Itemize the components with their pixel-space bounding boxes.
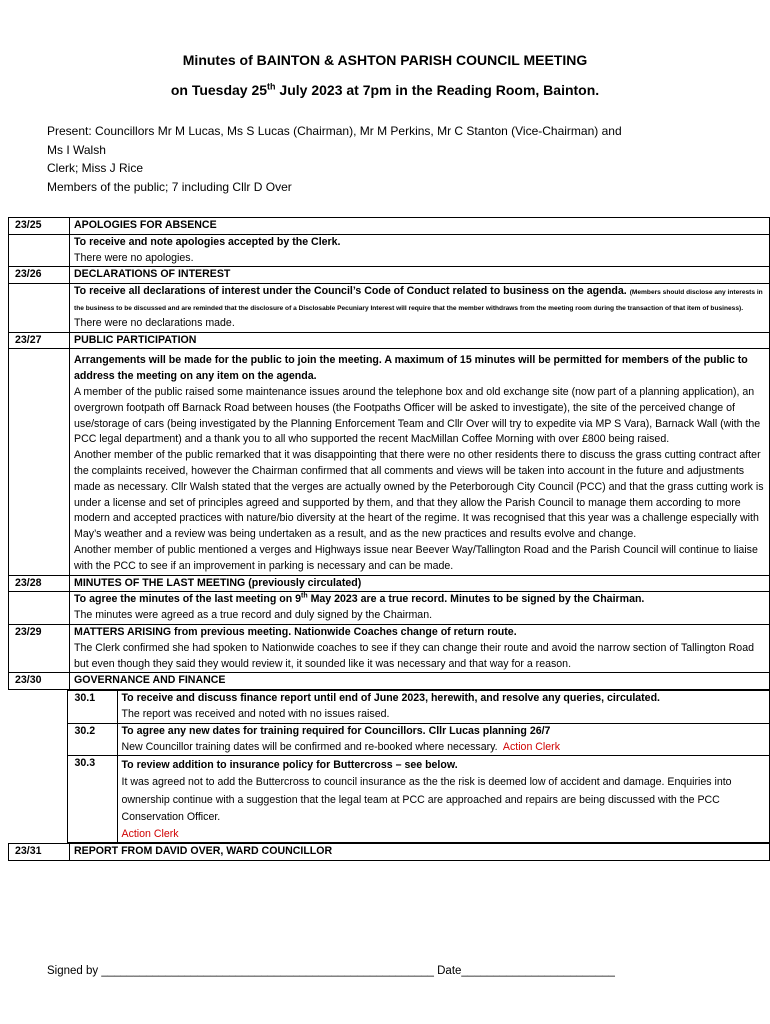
- item-heading: PUBLIC PARTICIPATION: [70, 332, 770, 349]
- subitem-number: 30.2: [67, 723, 117, 756]
- document-title: Minutes of BAINTON & ASHTON PARISH COUNCIL MEETING: [182, 52, 588, 68]
- item-body: [70, 284, 770, 332]
- subitem-body: [117, 756, 769, 843]
- item-paragraph: Another member of public mentioned a verges and Highways issue near Beever Way/Tallington Road and the Parish Council will continue to liaise with the PCC to see if an improvement in parking is necessary and can be made.: [74, 543, 758, 572]
- subitem-spacer: [9, 691, 68, 724]
- subitem-30-1: [9, 691, 770, 724]
- item-paragraph: A member of the public raised some maintenance issues around the telephone box and old exchange site (now part of a planning application), an overgrown footpath off Barnack Road between houses (the Footpaths Officer will be asked to investigate), the site of the perceived change of use/storage of cars (being investigated by the Planning Enforcement Team and Cllr Over will try to expedite via MP S Vara), Barnack Wall (with the PCC legal department) and a thank you to all who supported the recent MacMillan Coffee Morning with over £800 being raised.: [74, 385, 761, 446]
- item-resolution: To receive all declarations of interest under the Council’s Code of Conduct related to business on the agenda.: [74, 285, 627, 298]
- clerk-line: Clerk; Miss J Rice: [47, 161, 144, 175]
- agenda-item-23-30-subitems: [9, 690, 770, 844]
- item-heading: DECLARATIONS OF INTEREST: [70, 267, 770, 284]
- item-number: 23/25: [9, 218, 70, 235]
- item-number-blank: [9, 234, 70, 267]
- item-resolution: To receive and note apologies accepted by the Clerk.: [74, 235, 341, 248]
- meeting-date-line: on Tuesday 25th July 2023 at 7pm in the Reading Room, Bainton.: [170, 81, 600, 98]
- item-body: [70, 592, 770, 625]
- item-outcome: The minutes were agreed as a true record and duly signed by the Chairman.: [74, 609, 433, 622]
- subitem-number: 30.3: [67, 756, 117, 843]
- item-number: 23/30: [9, 673, 70, 690]
- item-number: 23/27: [9, 332, 70, 349]
- signature-line: Signed by ____________________________________________________ Date________________________: [47, 965, 615, 977]
- item-number-blank: [9, 284, 70, 332]
- item-outcome: The Clerk confirmed she had spoken to Nationwide coaches to see if they can change their route and avoid the narrow section of Tallington Road but even though they said they would review it, it sounded like it was necessary and that way for a reason.: [74, 641, 754, 670]
- item-body: [70, 349, 770, 575]
- action-label: Action Clerk: [121, 827, 179, 840]
- item-resolution: To agree the minutes of the last meeting on 9th May 2023 are a true record. Minutes to be signed by the Chairman.: [74, 592, 645, 606]
- subitem-outcome: New Councillor training dates will be confirmed and re-booked where necessary. Action Clerk: [121, 740, 560, 753]
- subitems-table: [9, 690, 770, 843]
- agenda-item-23-27-body: [9, 349, 770, 575]
- subitem-outcome: It was agreed not to add the Buttercross to council insurance as the the risk is deemed low of accident and damage. Enquiries into ownership continue with a suggestion that the legal team at PCC are approached and repairs are being discussed with the PCC Conservation Officer.: [121, 776, 732, 824]
- item-number: 23/29: [9, 624, 70, 672]
- item-note: (Members should disclose any interests in the business to be discussed and are reminded that the disclosure of a Disclosable Pecuniary Interest will require that the member withdraws from the meeting room during the transaction of that item of business).: [74, 289, 763, 312]
- item-paragraph: Another member of the public remarked that it was disappointing that there were no other residents there to discuss the grass cutting contract after the complaints received, however the Chairman confirmed that all comments and views will be taken into account in the future and adjustments made as necessary. Cllr Walsh stated that the verges are actually owned by the Peterborough City Council (PCC) and that the grass cutting work is under a license and set of principles agreed and supported by them, and that they allow the Parish Council to manage them according to more modern and accepted practices with nature/bio diversity at the heart of the regime. It was recognised that this year was a challenge especially with May’s weather and a review was being undertaken as a result, and as the new practices and results evolve and change.: [74, 449, 764, 541]
- item-outcome: There were no apologies.: [74, 251, 194, 264]
- present-line-cont: Ms I Walsh: [47, 142, 106, 157]
- agenda-item-23-28: [9, 575, 770, 592]
- agenda-item-23-30: [9, 673, 770, 690]
- item-heading: MATTERS ARISING from previous meeting. Nationwide Coaches change of return route.: [74, 625, 517, 638]
- item-number: 23/28: [9, 575, 70, 592]
- item-resolution: Arrangements will be made for the public to join the meeting. A maximum of 15 minutes will be permitted for members of the public to address the meeting on any item on the agenda.: [74, 354, 748, 383]
- agenda-item-23-26: [9, 267, 770, 284]
- subitem-body: [117, 691, 769, 724]
- minutes-table: [8, 217, 770, 861]
- subitem-resolution: To receive and discuss finance report until end of June 2023, herewith, and resolve any queries, circulated.: [121, 692, 660, 705]
- agenda-item-23-31: [9, 844, 770, 861]
- item-body: [70, 624, 770, 672]
- subitem-body: [117, 723, 769, 756]
- action-label: Action Clerk: [502, 740, 560, 753]
- subitems-container: [9, 690, 770, 844]
- attendance-block: [47, 122, 737, 196]
- subitem-spacer: [9, 756, 68, 843]
- item-heading: MINUTES OF THE LAST MEETING (previously circulated): [70, 575, 770, 592]
- public-line: Members of the public; 7 including Cllr D Over: [47, 179, 292, 194]
- subitem-spacer: [9, 723, 68, 756]
- item-heading: REPORT FROM DAVID OVER, WARD COUNCILLOR: [70, 844, 770, 861]
- item-number-blank: [9, 592, 70, 625]
- present-line: Present: Councillors Mr M Lucas, Ms S Lucas (Chairman), Mr M Perkins, Mr C Stanton (Vice-Chairman) and: [47, 124, 622, 138]
- subitem-number: 30.1: [67, 691, 117, 724]
- subitem-outcome: The report was received and noted with no issues raised.: [121, 707, 390, 720]
- agenda-item-23-28-body: [9, 592, 770, 625]
- item-heading: APOLOGIES FOR ABSENCE: [70, 218, 770, 235]
- item-heading: GOVERNANCE AND FINANCE: [70, 673, 770, 690]
- item-outcome: There were no declarations made.: [74, 316, 235, 329]
- subitem-30-3: [9, 756, 770, 843]
- item-number: 23/31: [9, 844, 70, 861]
- item-body: [70, 234, 770, 267]
- agenda-item-23-25-body: [9, 234, 770, 267]
- item-number-blank: [9, 349, 70, 575]
- subitem-resolution: To review addition to insurance policy for Buttercross – see below.: [121, 759, 458, 772]
- agenda-item-23-27: [9, 332, 770, 349]
- agenda-item-23-29: [9, 624, 770, 672]
- agenda-item-23-26-body: [9, 284, 770, 332]
- subitem-resolution: To agree any new dates for training required for Councillors. Cllr Lucas planning 26/7: [121, 724, 551, 737]
- agenda-item-23-25: [9, 218, 770, 235]
- item-number: 23/26: [9, 267, 70, 284]
- subitem-30-2: [9, 723, 770, 756]
